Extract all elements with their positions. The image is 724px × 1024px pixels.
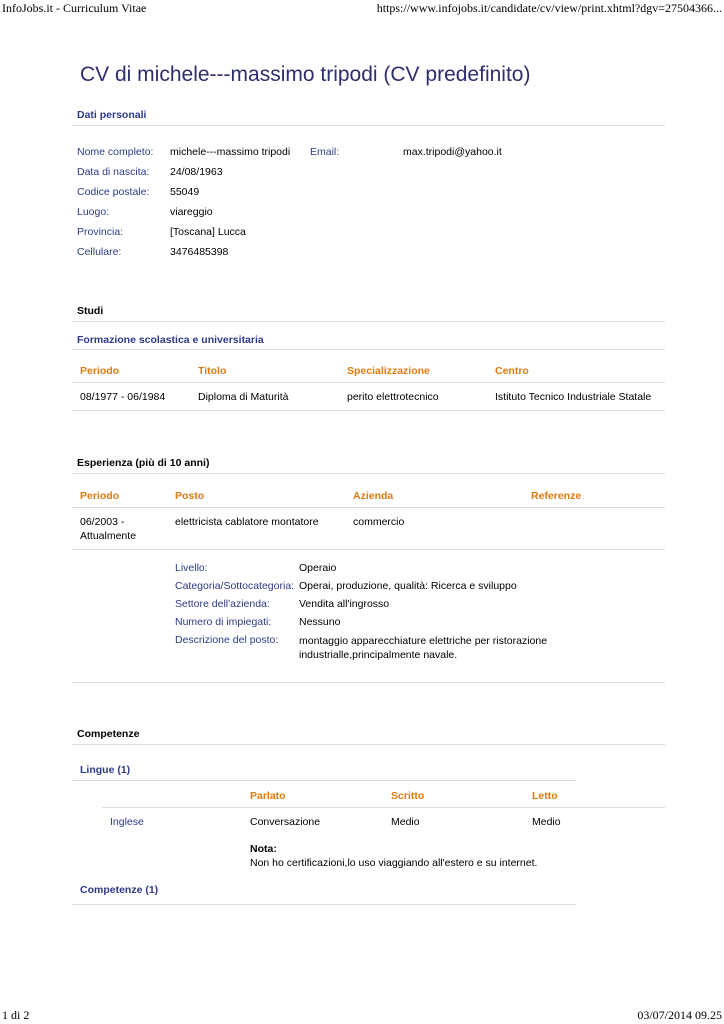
detail-label: Descrizione del posto: — [175, 634, 279, 646]
print-footer-left: 1 di 2 — [2, 1008, 30, 1022]
table-cell: 06/2003 - — [80, 516, 125, 528]
field-value: viareggio — [170, 206, 213, 218]
table-cell: Diploma di Maturità — [198, 391, 289, 403]
table-cell: Medio — [532, 816, 561, 828]
note-label: Nota: — [250, 843, 277, 855]
personal-heading: Dati personali — [77, 109, 147, 121]
detail-label: Settore dell'azienda: — [175, 598, 270, 610]
divider — [72, 125, 665, 126]
field-value: 3476485398 — [170, 246, 229, 258]
column-header: Titolo — [198, 365, 227, 377]
experience-heading: Esperienza (più di 10 anni) — [77, 457, 210, 469]
detail-value: montaggio apparecchiature elettriche per ristorazione industrialle,principalmente navale. — [299, 635, 548, 661]
skills-heading: Competenze — [77, 728, 140, 740]
email-value: max.tripodi@yahoo.it — [403, 146, 502, 158]
table-cell: elettricista cablatore montatore — [175, 516, 319, 528]
field-label: Provincia: — [77, 226, 124, 238]
note-text: Non ho certificazioni,lo uso viaggiando all'estero e su internet. — [250, 857, 538, 869]
field-label: Luogo: — [77, 206, 110, 218]
detail-label: Livello: — [175, 562, 208, 574]
detail-label: Numero di impiegati: — [175, 616, 272, 628]
table-cell: perito elettrotecnico — [347, 391, 439, 403]
divider — [72, 382, 665, 383]
table-cell: commercio — [353, 516, 405, 528]
field-label: Cellulare: — [77, 246, 122, 258]
languages-heading: Lingue (1) — [80, 764, 131, 776]
studies-heading: Studi — [77, 305, 104, 317]
column-header: Specializzazione — [347, 365, 430, 377]
field-label: Codice postale: — [77, 186, 150, 198]
column-header: Periodo — [80, 490, 120, 502]
divider — [72, 904, 576, 905]
column-header: Azienda — [353, 490, 394, 502]
table-cell: Istituto Tecnico Industriale Statale — [495, 391, 652, 403]
language-name: Inglese — [110, 816, 144, 828]
email-label: Email: — [310, 146, 340, 158]
field-value: michele---massimo tripodi — [170, 146, 291, 158]
detail-value: Operai, produzione, qualità: Ricerca e sviluppo — [299, 580, 517, 592]
divider — [72, 410, 665, 411]
column-header: Scritto — [391, 790, 425, 802]
divider — [72, 321, 665, 322]
column-header: Letto — [532, 790, 558, 802]
table-cell: Medio — [391, 816, 420, 828]
detail-value: Nessuno — [299, 616, 341, 628]
column-header: Parlato — [250, 790, 286, 802]
print-header-left: InfoJobs.it - Curriculum Vitae — [2, 1, 147, 15]
divider — [72, 682, 665, 683]
divider — [72, 780, 576, 781]
divider — [72, 549, 665, 550]
column-header: Referenze — [531, 490, 582, 502]
field-value: [Toscana] Lucca — [170, 226, 246, 238]
field-value: 24/08/1963 — [170, 166, 223, 178]
print-header-right: https://www.infojobs.it/candidate/cv/view/print.xhtml?dgv=27504366... — [376, 1, 722, 15]
field-label: Data di nascita: — [77, 166, 150, 178]
column-header: Posto — [175, 490, 205, 502]
detail-label: Categoria/Sottocategoria: — [175, 580, 295, 592]
studies-subheading: Formazione scolastica e universitaria — [77, 334, 264, 346]
table-cell: Conversazione — [250, 816, 321, 828]
detail-value: Operaio — [299, 562, 337, 574]
page-title: CV di michele---massimo tripodi (CV predefinito) — [80, 63, 531, 86]
competences-heading: Competenze (1) — [80, 884, 159, 896]
divider — [72, 507, 665, 508]
divider — [72, 473, 665, 474]
print-footer-right: 03/07/2014 09.25 — [637, 1008, 722, 1022]
field-value: 55049 — [170, 186, 200, 198]
divider — [72, 744, 665, 745]
column-header: Periodo — [80, 365, 120, 377]
table-cell: Attualmente — [80, 530, 137, 542]
divider — [72, 349, 665, 350]
table-cell: 08/1977 - 06/1984 — [80, 391, 166, 403]
divider — [102, 807, 665, 808]
column-header: Centro — [495, 365, 529, 377]
detail-value: Vendita all'ingrosso — [299, 598, 390, 610]
field-label: Nome completo: — [77, 146, 154, 158]
